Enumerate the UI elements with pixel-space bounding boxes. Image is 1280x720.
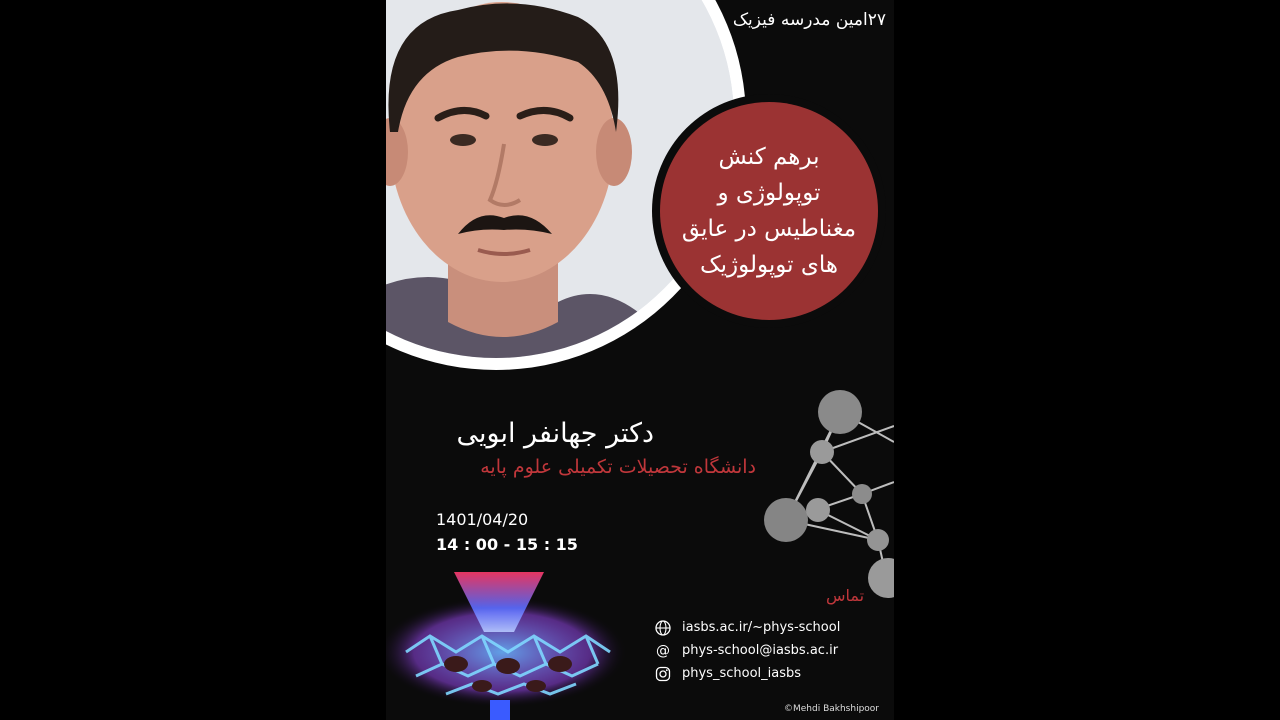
globe-icon: [654, 619, 672, 637]
photo-credit: ©Mehdi Bakhshipoor: [784, 704, 880, 714]
contact-website[interactable]: [654, 616, 840, 639]
contact-email-text: phys-school@iasbs.ac.ir: [682, 643, 839, 658]
talk-title-line: مغناطیس در عایق: [681, 216, 857, 242]
contact-instagram[interactable]: [654, 662, 840, 685]
talk-title: [669, 139, 869, 283]
contact-email[interactable]: [654, 639, 840, 662]
contact-website-text: iasbs.ac.ir/~phys-school: [682, 620, 841, 635]
talk-title-line: برهم کنش: [718, 144, 820, 170]
molecule-graphic: [758, 386, 894, 606]
event-date: 1401/04/20: [436, 510, 529, 529]
topic-badge: [660, 102, 878, 320]
contact-label: تماس: [826, 586, 865, 605]
speaker-affiliation: دانشگاه تحصیلات تکمیلی علوم پایه: [480, 456, 756, 478]
event-time: 14 : 00 - 15 : 15: [436, 535, 578, 554]
speaker-name: دکتر جهانفر ابویی: [456, 418, 654, 449]
poster: [386, 0, 894, 720]
school-title: ۲۷امین مدرسه فیزیک: [732, 10, 886, 30]
instagram-icon: [654, 665, 672, 683]
talk-title-line: های توپولوژیک: [700, 252, 838, 278]
contact-instagram-text: phys_school_iasbs: [682, 666, 802, 681]
talk-title-line: توپولوژی و: [717, 180, 821, 206]
topic-circle: [652, 94, 886, 328]
at-icon: @: [656, 642, 670, 659]
lattice-illustration: [386, 572, 640, 720]
contact-list: [654, 616, 840, 685]
